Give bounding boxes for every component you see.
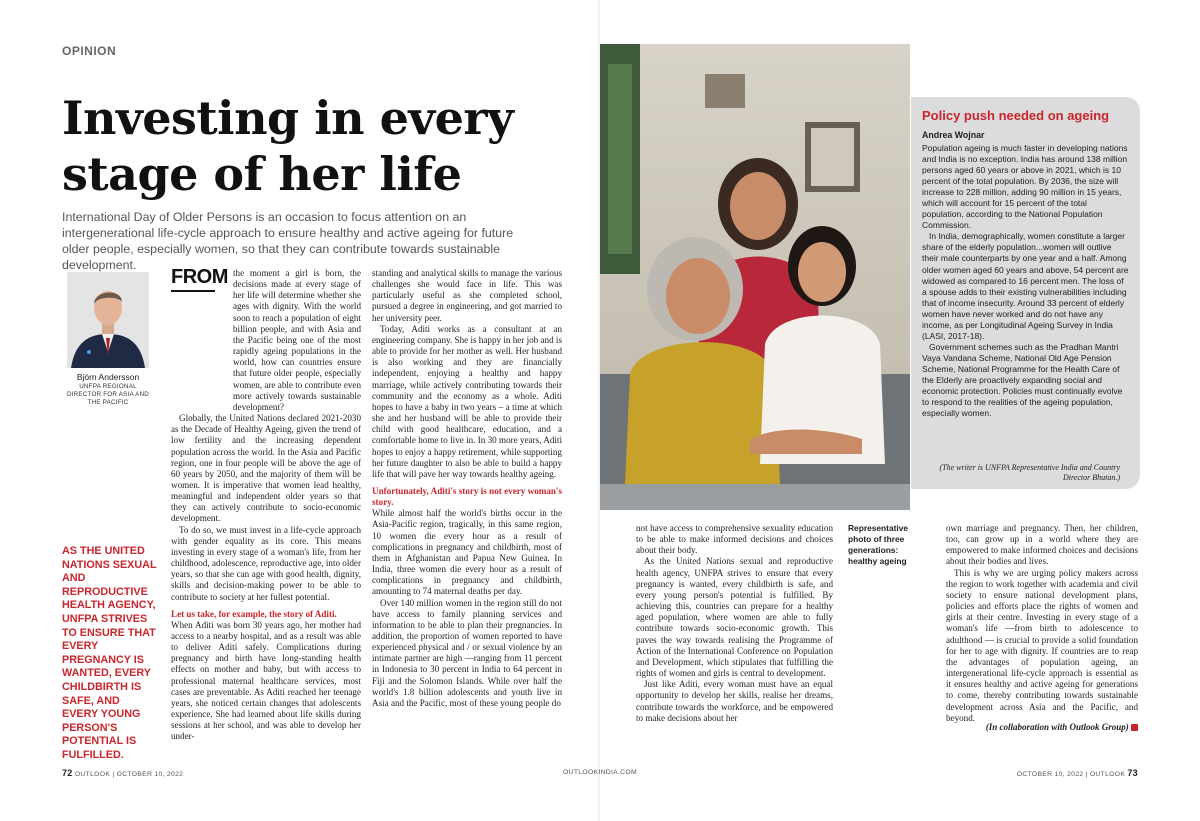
sidebar-body [922,143,1130,419]
paragraph: When Aditi was born 30 years ago, her mother had access to a nearby hospital, and as a result was able to deliver Aditi safely. Complications during pregnancy and birth have long-standing health effects on mother and baby, but with access to professional maternal healthcare services, most cases are preventable. As Aditi reached her teenage years, she noticed certain changes that adolescents experience. She had learned about life skills during sessions at her school, and was able to develop her under- [171,619,361,742]
folio-right-text: OCTOBER 10, 2022 | OUTLOOK [1016,771,1126,778]
paragraph: As the United Nations sexual and reproductive health agency, UNFPA strives to ensure that every pregnancy is wanted, every childbirth is safe, and every young person's potential is fulfilled. By achieving this, countries can prepare for a healthy aged population, where women are able to fully contribute towards socio-economic growth. This paves the way towards realising the Programme of Action of the International Conference on Population and Development, which stipulates that fulfilling the rights of women and girls is central to development. [636,556,833,679]
subheading: Let us take, for example, the story of Aditi. [171,608,337,619]
sidebar-author: Andrea Wojnar [922,130,985,140]
folio-right [1000,768,1138,778]
collaboration-credit [946,722,1138,732]
sidebar-paragraph: Population ageing is much faster in developing nations and India is no exception. India has around 138 million persons aged 60 years or above in 2021, which is 10 percent of the total population. By 2036, the size will increase to 228 million, adding 90 million in 15 years, which will account for 15 percent of the total population, according to the National Population Commission. [922,143,1128,231]
author-photo [67,272,149,368]
article-column-2 [372,268,562,709]
sidebar-footnote: (The writer is UNFPA Representative India and Country Director Bhutan.) [939,463,1120,482]
end-mark-icon [1131,724,1138,731]
paragraph: Just like Aditi, every woman must have an equal opportunity to develop her skills, realise her dreams, contribute towards the workforce, and be empowered to make decisions about her [636,679,833,723]
paragraph: This is why we are urging policy makers across the region to work together with academia and civil society to ensure national development plans, policies and efforts place the rights of women and girls at their centre. Investing in every stage of a woman's life —from birth to adolescence to adulthood — is crucial to provide a solid foundation for her to age with dignity. If countries are to reap the advantages of population ageing, an intergenerational life-cycle approach is essential as it ensures healthy and active ageing for generations to come, thereby contributing towards sustainable development across Asia and the Pacific, and beyond. [946,567,1138,723]
paragraph: not have access to comprehensive sexuality education to be able to make informed decisions and choices about their body. [636,523,833,556]
sidebar-paragraph: Government schemes such as the Pradhan Mantri Vaya Vandana Scheme, National Old Age Pension Scheme, National Programme for the Health Care of the Elderly are proactively expanding social and economic protection. Policies must continually evolve to respond to the realities of the ageing population, especially women. [922,341,1123,419]
paragraph: the moment a girl is born, the decisions made at every stage of her life will determine whether she ages with dignity. With the world soon to reach a population of eight billion people, and with Asia and the Pacific being one of the most rapidly ageing populations in the world, how can countries ensure that future older people, especially women, are able to contribute even more actively towards sustainable development? [233,268,361,412]
paragraph: Today, Aditi works as a consultant at an engineering company. She is happy in her job and is able to provide for her mother as well. Her husband is also working and they are financially independent, enjoying a healthy and happy marriage, while actively contributing towards their community and the economy as a whole. Aditi hopes to have a baby in two years – a time at which she and her husband will be able to provide their child with good healthcare, education, and a comfortable home to live in. In 30 more years, Aditi hopes to enjoy a happy retirement, while supporting her future daughter to also be able to build a happy life that will pave her way towards healthy ageing. [372,323,562,479]
three-generations-photo [600,44,910,510]
folio-left-text: OUTLOOK | OCTOBER 10, 2022 [74,771,184,778]
paragraph: Over 140 million women in the region still do not have access to family planning services and information to be able to plan their pregnancies. In addition, the proportion of women reported to have experienced physical and / or sexual violence by an intimate partner are high —ranging from 11 percent in Indonesia to 30 percent in India to 64 percent in Fiji and the Solomon Islands. While over half the world's 1.8 billion adolescents and youth live in Asia and the Pacific, most of these young people do [372,597,562,708]
credit-text: (In collaboration with Outlook Group) [985,722,1129,732]
drop-cap: FROM [171,266,228,288]
author-name: Björn Andersson [76,372,140,382]
paragraph: While almost half the world's births occur in the Asia-Pacific region, tragically, in this same region, 10 women die every hour as a result of complications in pregnancy and childbirth, most of them in Afghanistan and Papua New Guinea. In India, three women die every hour as a result of complications in pregnancy and childbirth, amounting to 74 maternal deaths per day. [372,508,562,597]
folio-center-text: OUTLOOKINDIA.COM [563,769,637,776]
paragraph: Globally, the United Nations declared 2021-2030 as the Decade of Healthy Ageing, given the trend of low fertility and the increasing dependent population across the world. In the Asia and Pacific region, one in four people will be above the age of 60 years by 2050, and the majority of them will be women. It is imperative that women lead healthy, meaningful and independent older years so that they can actively contribute to socio-economic development. [171,413,361,524]
pull-quote: AS THE UNITED NATIONS SEXUAL AND REPRODUCTIVE HEALTH AGENCY, UNFPA STRIVES TO ENSURE THAT EVERY PREGNANCY IS WANTED, EVERY CHILDBIRTH IS SAFE, AND EVERY YOUNG PERSON'S POTENTIAL IS FULFILLED. [62,545,157,761]
subheading: Unfortunately, Aditi's story is not every woman's story. [372,485,562,508]
article-column-1 [171,268,361,743]
feature-photo [600,44,910,510]
paragraph: own marriage and pregnancy. Then, her children, too, can grow up in a world where they are empowered to make informed choices and decisions about their bodies and lives. [946,523,1138,567]
article-column-3 [636,523,833,724]
page-number-right: 73 [1127,768,1138,778]
standfirst: International Day of Older Persons is an occasion to focus attention on an intergenerational life-cycle approach to ensure healthy and active ageing for future older people, especially women, so that they can contribute towards sustainable development. [62,210,514,272]
page-number-left: 72 [62,768,73,778]
paragraph: To do so, we must invest in a life-cycle approach with gender equality as its core. This means investing in every stage of a woman's life, from her childhood, adolescence, reproductive age, into older years, so that she can age with good health, dignity, skills and decision-making power to be able to contribute to society at her fullest potential. [171,524,361,602]
author-portrait-image [67,272,149,368]
headline: Investing in every stage of her life [62,91,514,201]
author-role: UNFPA REGIONAL DIRECTOR FOR ASIA AND THE PACIFIC [66,383,150,406]
sidebar-paragraph: In India, demographically, women constitute a larger share of the elderly population...women will outlive their male counterparts by one year and a half. Among older women aged 60 years and above, 54 percent are widowed as compared to 16 percent men. The loss of a spouse adds to their existing vulnerabilities including that of income insecurity. Around 33 percent of elderly women have never worked and do not have any income, as per Longitudinal Ageing Survey in India (LASI, 2017-18). [922,231,1129,341]
photo-caption: Representative photo of three generations: healthy ageing [848,523,909,566]
section-label: OPINION [62,44,117,58]
paragraph: standing and analytical skills to manage the various challenges she would face in life. This was particularly useful as she completed school, pursued a degree in engineering, and got married to her university peer. [372,268,562,323]
article-column-4 [946,523,1138,724]
sidebar-title: Policy push needed on ageing [922,108,1110,123]
